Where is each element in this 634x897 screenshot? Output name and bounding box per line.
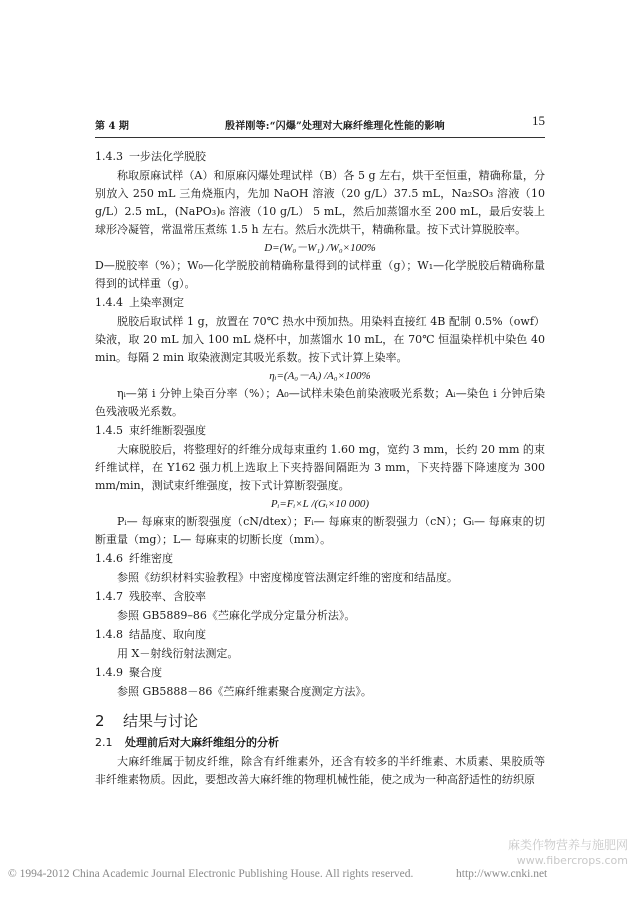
chapter-number: 2	[95, 712, 105, 730]
paragraph: 参照《纺织材料实验教程》中密度梯度管法测定纤维的密度和结晶度。	[117, 571, 458, 584]
footer-link[interactable]: http://www.cnki.net	[456, 868, 548, 880]
paragraph: 脱胶后取试样 1 g，放置在 70℃ 热水中预加热。用染料直接红 4B 配制 0.5%（owf）染液，取 20 mL 加入 100 mL 烧杯中，加蒸馏水 10 mL，在 70℃ 恒温染样机中染色 40 min。每隔 2 min 取染液测定其吸光系数。按下式计算上染率。	[95, 315, 545, 364]
paragraph: 用 X－射线衍射法测定。	[117, 647, 239, 660]
page-number: 15	[532, 113, 545, 128]
section-heading	[95, 625, 545, 645]
paragraph: 称取原麻试样（A）和原麻闪爆处理试样（B）各 5 g 左右，烘干至恒重，精确称量，分别放入 250 mL 三角烧瓶内，先加 NaOH 溶液（20 g/L）37.5 mL，Na₂SO₃ 溶液（10 g/L）2.5 mL，(NaPO₃)₆ 溶液（10 g/L） 5 mL，然后加蒸馏水至 200 mL，最后安装上球形冷凝管，常温常压煮练 1.5 h 左右。然后水洗烘干，精确称量。按下式计算脱胶率。	[95, 169, 545, 236]
equation: ηᵢ=(A₀－Aᵢ) /A₀×100%	[269, 370, 371, 382]
section-heading	[95, 587, 545, 607]
running-header	[95, 113, 545, 133]
equation: Pᵢ=Fᵢ×L /(Gᵢ×10 000)	[270, 498, 370, 510]
section-title: 一步法化学脱胶	[129, 150, 206, 163]
chapter-title: 结果与讨论	[123, 712, 199, 730]
section-heading	[95, 147, 545, 167]
section-heading	[95, 293, 545, 313]
section-number: 1.4.9	[95, 666, 123, 679]
equation: D=(W₀－W₁) /W₀×100%	[264, 242, 376, 254]
subsection-heading	[95, 733, 545, 753]
section-number: 1.4.8	[95, 628, 123, 641]
section-title: 纤维密度	[129, 552, 173, 565]
section-heading	[95, 663, 545, 683]
subsection-number: 2.1	[95, 736, 113, 749]
body-text	[95, 147, 545, 789]
issue-number: 第 4 期	[95, 121, 129, 132]
chapter-heading	[95, 709, 545, 733]
paragraph: Pᵢ— 每麻束的断裂强度（cN/dtex）；Fᵢ— 每麻束的断裂强力（cN）；Gᵢ— 每麻束的切断重量（mg）；L— 每麻束的切断长度（mm）。	[95, 515, 545, 546]
section-number: 1.4.3	[95, 150, 123, 163]
header-divider	[95, 137, 545, 138]
section-title: 残胶率、含胶率	[129, 590, 206, 603]
running-title: 殷祥刚等:“闪爆”处理对大麻纤维理化性能的影响	[225, 121, 445, 132]
section-title: 结晶度、取向度	[129, 628, 206, 641]
section-title: 聚合度	[129, 666, 162, 679]
paragraph: 参照 GB5889–86《苎麻化学成分定量分析法》。	[117, 609, 356, 622]
watermark-line-1: 麻类作物营养与施肥网	[507, 838, 628, 852]
section-number: 1.4.7	[95, 590, 123, 603]
section-number: 1.4.6	[95, 552, 123, 565]
section-heading	[95, 421, 545, 441]
paragraph: 参照 GB5888－86《苎麻纤维素聚合度测定方法》。	[117, 685, 372, 698]
section-number: 1.4.4	[95, 296, 123, 309]
section-heading	[95, 549, 545, 569]
section-title: 束纤维断裂强度	[129, 424, 206, 437]
section-title: 上染率测定	[129, 296, 184, 309]
copyright-notice: © 1994-2012 China Academic Journal Electronic Publishing House. All rights reserved.	[8, 868, 414, 880]
paragraph: ηᵢ—第 i 分钟上染百分率（%）；A₀—试样未染色前染液吸光系数；Aᵢ—染色 i 分钟后染色残液吸光系数。	[95, 387, 545, 418]
paragraph: 大麻脱胶后，将整理好的纤维分成每束重约 1.60 mg，宽约 3 mm，长约 20 mm 的束纤维试样，在 Y162 强力机上选取上下夹持器间隔距为 3 mm，下夹持器下降速度为 300 mm/min，测试束纤维强度，按下式计算断裂强度。	[95, 443, 545, 492]
watermark	[508, 838, 628, 868]
watermark-line-2: www.fibercrops.com	[516, 854, 628, 867]
subsection-title: 处理前后对大麻纤维组分的分析	[125, 736, 279, 749]
section-number: 1.4.5	[95, 424, 123, 437]
paragraph: D—脱胶率（%）；W₀—化学脱胶前精确称量得到的试样重（g）；W₁—化学脱胶后精确称量得到的试样重（g）。	[95, 259, 545, 290]
paragraph: 大麻纤维属于韧皮纤维，除含有纤维素外，还含有较多的半纤维素、木质素、果胶质等非纤维素物质。因此，要想改善大麻纤维的物理机械性能，使之成为一种高舒适性的纺织原	[95, 755, 545, 786]
